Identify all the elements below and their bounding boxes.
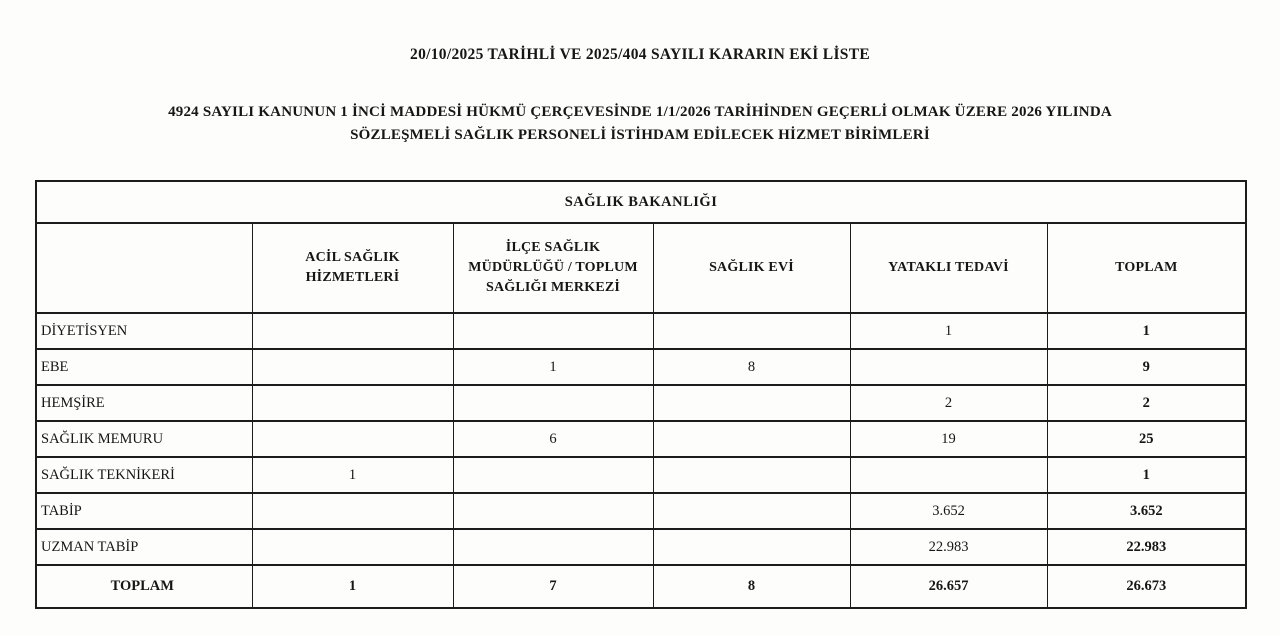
cell-saglik-evi bbox=[653, 529, 850, 565]
cell-saglik-evi-total: 8 bbox=[653, 565, 850, 608]
cell-saglik-evi bbox=[653, 385, 850, 421]
column-header-yatakli-tedavi: YATAKLI TEDAVİ bbox=[850, 223, 1047, 313]
column-header-ilce-saglik: İLÇE SAĞLIK MÜDÜRLÜĞÜ / TOPLUM SAĞLIĞI MERKEZİ bbox=[453, 223, 653, 313]
table-row-uzman-tabip bbox=[36, 529, 1246, 565]
document-title: 20/10/2025 TARİHLİ VE 2025/404 SAYILI KARARIN EKİ LİSTE bbox=[410, 46, 870, 63]
cell-yatakli-tedavi: 3.652 bbox=[850, 493, 1047, 529]
cell-acil-saglik bbox=[252, 421, 453, 457]
table-row-saglik-memuru bbox=[36, 421, 1246, 457]
cell-acil-saglik bbox=[252, 529, 453, 565]
table-caption: SAĞLIK BAKANLIĞI bbox=[36, 181, 1246, 223]
cell-toplam: 1 bbox=[1047, 457, 1246, 493]
cell-toplam-total: 26.673 bbox=[1047, 565, 1246, 608]
cell-acil-saglik bbox=[252, 349, 453, 385]
subtitle-line-2: SÖZLEŞMELİ SAĞLIK PERSONELİ İSTİHDAM EDİLECEK HİZMET BİRİMLERİ bbox=[350, 127, 930, 143]
cell-saglik-evi: 8 bbox=[653, 349, 850, 385]
cell-yatakli-tedavi: 2 bbox=[850, 385, 1047, 421]
cell-ilce-saglik bbox=[453, 529, 653, 565]
cell-yatakli-tedavi bbox=[850, 349, 1047, 385]
cell-saglik-evi bbox=[653, 313, 850, 349]
row-label: SAĞLIK TEKNİKERİ bbox=[36, 457, 252, 493]
row-label: UZMAN TABİP bbox=[36, 529, 252, 565]
cell-ilce-saglik bbox=[453, 385, 653, 421]
cell-ilce-saglik-total: 7 bbox=[453, 565, 653, 608]
column-header-row bbox=[36, 223, 1246, 313]
cell-acil-saglik-total: 1 bbox=[252, 565, 453, 608]
cell-toplam: 2 bbox=[1047, 385, 1246, 421]
column-header-saglik-evi: SAĞLIK EVİ bbox=[653, 223, 850, 313]
cell-yatakli-tedavi: 22.983 bbox=[850, 529, 1047, 565]
cell-yatakli-tedavi: 1 bbox=[850, 313, 1047, 349]
row-label: DİYETİSYEN bbox=[36, 313, 252, 349]
row-label: EBE bbox=[36, 349, 252, 385]
table-caption-row bbox=[36, 181, 1246, 223]
cell-ilce-saglik bbox=[453, 313, 653, 349]
table-row-hemsire bbox=[36, 385, 1246, 421]
cell-toplam: 1 bbox=[1047, 313, 1246, 349]
cell-yatakli-tedavi: 19 bbox=[850, 421, 1047, 457]
cell-acil-saglik bbox=[252, 385, 453, 421]
table-row-saglik-teknikeri bbox=[36, 457, 1246, 493]
column-header-toplam: TOPLAM bbox=[1047, 223, 1246, 313]
cell-saglik-evi bbox=[653, 457, 850, 493]
table-row-diyetisyen bbox=[36, 313, 1246, 349]
cell-acil-saglik bbox=[252, 313, 453, 349]
cell-saglik-evi bbox=[653, 493, 850, 529]
cell-saglik-evi bbox=[653, 421, 850, 457]
table-row-tabip bbox=[36, 493, 1246, 529]
cell-toplam: 22.983 bbox=[1047, 529, 1246, 565]
table-row-ebe bbox=[36, 349, 1246, 385]
cell-toplam: 3.652 bbox=[1047, 493, 1246, 529]
cell-toplam: 25 bbox=[1047, 421, 1246, 457]
cell-ilce-saglik: 1 bbox=[453, 349, 653, 385]
column-header-profession bbox=[36, 223, 252, 313]
document-subtitle bbox=[80, 101, 1200, 147]
column-header-acil-saglik: ACİL SAĞLIK HİZMETLERİ bbox=[252, 223, 453, 313]
cell-acil-saglik: 1 bbox=[252, 457, 453, 493]
row-label: SAĞLIK MEMURU bbox=[36, 421, 252, 457]
cell-toplam: 9 bbox=[1047, 349, 1246, 385]
personnel-table bbox=[35, 180, 1247, 609]
table-row-total bbox=[36, 565, 1246, 608]
cell-ilce-saglik bbox=[453, 493, 653, 529]
row-label: HEMŞİRE bbox=[36, 385, 252, 421]
cell-ilce-saglik: 6 bbox=[453, 421, 653, 457]
cell-yatakli-tedavi-total: 26.657 bbox=[850, 565, 1047, 608]
cell-acil-saglik bbox=[252, 493, 453, 529]
row-label: TABİP bbox=[36, 493, 252, 529]
subtitle-line-1: 4924 SAYILI KANUNUN 1 İNCİ MADDESİ HÜKMÜ ÇERÇEVESİNDE 1/1/2026 TARİHİNDEN GEÇERLİ OLMAK ÜZERE 2026 YILINDA bbox=[168, 104, 1112, 120]
row-label-total: TOPLAM bbox=[36, 565, 252, 608]
cell-yatakli-tedavi bbox=[850, 457, 1047, 493]
cell-ilce-saglik bbox=[453, 457, 653, 493]
